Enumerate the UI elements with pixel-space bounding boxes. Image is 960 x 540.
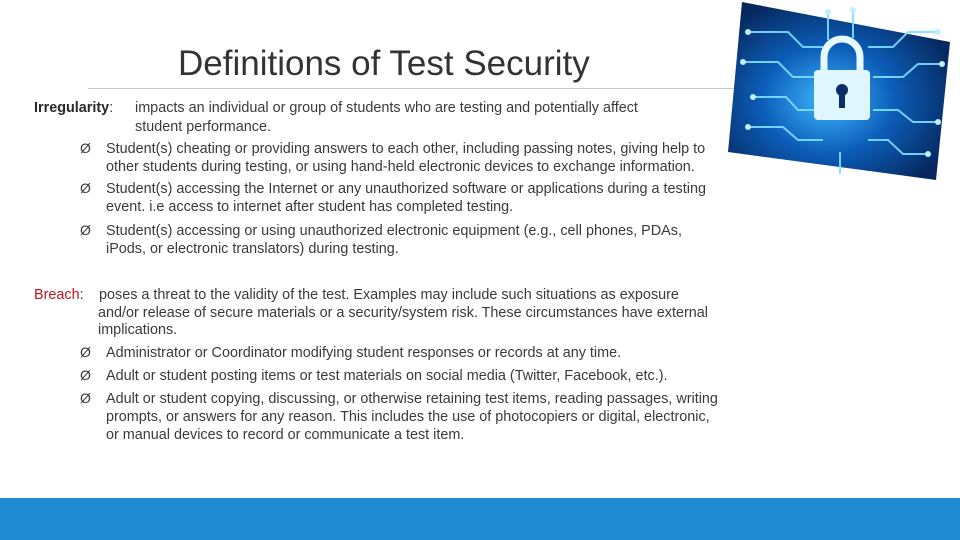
- bullet-arrow-icon: Ø: [80, 344, 91, 360]
- irregularity-bullet-1-line1: Student(s) cheating or providing answers to each other, including passing notes, giving help to: [106, 141, 706, 157]
- irregularity-definition: [34, 99, 113, 118]
- breach-term: Breach: [34, 287, 80, 303]
- breach-definition-line2: and/or release of secure materials or a security/system risk. These circumstances have external: [98, 305, 708, 321]
- bullet-arrow-icon: Ø: [80, 180, 91, 196]
- irregularity-bullet-3-line2: iPods, or electronic translators) during testing.: [106, 241, 399, 257]
- irregularity-colon: :: [109, 100, 114, 116]
- bullet-arrow-icon: Ø: [80, 390, 91, 406]
- irregularity-term: Irregularity: [34, 100, 110, 116]
- footer-accent-bar: [0, 498, 960, 540]
- irregularity-bullet-2-line1: Student(s) accessing the Internet or any unauthorized software or applications during a testing: [106, 181, 706, 197]
- breach-colon: :: [79, 287, 84, 303]
- breach-bullet-1-line1: Administrator or Coordinator modifying student responses or records at any time.: [106, 345, 622, 361]
- title-underline: [88, 88, 748, 89]
- breach-bullet-2-line1: Adult or student posting items or test materials on social media (Twitter, Facebook, etc.).: [106, 368, 668, 384]
- irregularity-bullet-1-line2: other students during testing, or using hand-held electronic devices to exchange information.: [106, 159, 695, 175]
- breach-definition-line3: implications.: [98, 322, 178, 338]
- slide-title: Definitions of Test Security: [178, 44, 590, 83]
- breach-definition-line1: poses a threat to the validity of the test. Examples may include such situations as exposure: [99, 287, 679, 303]
- irregularity-bullet-3-line1: Student(s) accessing or using unauthorized electronic equipment (e.g., cell phones, PDAs,: [106, 223, 682, 239]
- bullet-arrow-icon: Ø: [80, 222, 91, 238]
- irregularity-definition-line2: student performance.: [135, 119, 271, 135]
- breach-bullet-3-line2: prompts, or answers for any reason. This includes the use of photocopiers or digital, electronic,: [106, 409, 710, 425]
- breach-definition: [34, 286, 84, 305]
- irregularity-definition-line1: impacts an individual or group of students who are testing and potentially affect: [135, 100, 638, 116]
- irregularity-bullet-2-line2: event. i.e access to internet after student has completed testing.: [106, 199, 514, 215]
- bullet-arrow-icon: Ø: [80, 140, 91, 156]
- bullet-arrow-icon: Ø: [80, 367, 91, 383]
- breach-bullet-3-line1: Adult or student copying, discussing, or otherwise retaining test items, reading passages, writing: [106, 391, 718, 407]
- padlock-circuit-image: [728, 2, 960, 180]
- padlock-circuit-icon: [728, 2, 960, 180]
- breach-bullet-3-line3: or manual devices to record or communicate a test item.: [106, 427, 465, 443]
